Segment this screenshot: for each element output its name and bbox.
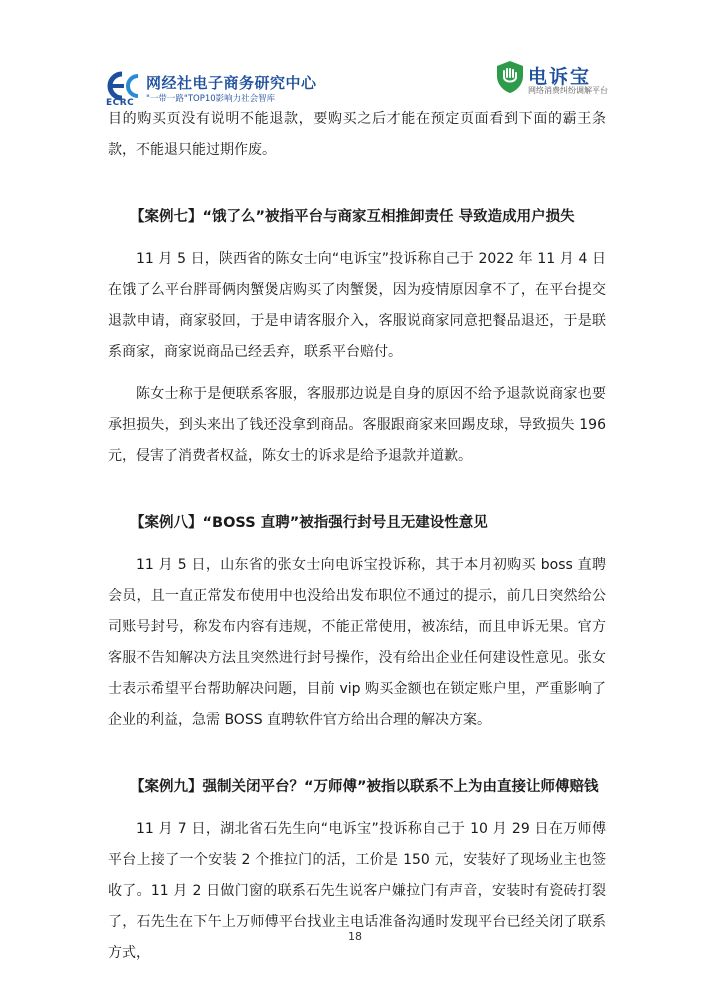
case-9-title: 【案例九】强制关闭平台？“万师傅”被指以联系不上为由直接让师傅赔钱	[130, 779, 599, 795]
case-8-title: 【案例八】“BOSS 直聘”被指强行封号且无建设性意见	[130, 515, 488, 531]
intro-paragraph: 目的购买页没有说明不能退款，要购买之后才能在预定页面看到下面的霸王条款，不能退只能过期作废。	[108, 111, 606, 158]
case-7-paragraph-1: 11 月 5 日，陕西省的陈女士向“电诉宝”投诉称自己于 2022 年 11 月 4 日在饿了么平台胖哥俩肉蟹煲店购买了肉蟹煲，因为疫情原因拿不了，在平台提交退款申请，商家驳回，于是申请客服介入，客服说商家同意把餐品退还，于是联系商家，商家说商品已经丢弃，联系平台赔付。	[108, 251, 606, 360]
case-9-paragraph-1: 11 月 7 日，湖北省石先生向“电诉宝”投诉称自己于 10 月 29 日在万师傅平台上接了一个安装 2 个推拉门的活，工价是 150 元，安装好了现场业主也签收了。11 月 2 日做门窗的联系石先生说客户嫌拉门有声音，安装时有瓷砖打裂了，石先生在下午上万师傅平台找业主电话准备沟通时发现平台已经关闭了联系方式，	[108, 821, 606, 961]
org-name: 网经社电子商务研究中心	[146, 74, 317, 92]
shield-icon	[496, 60, 524, 94]
case-7-title: 【案例七】“饿了么”被指平台与商家互相推卸责任 导致造成用户损失	[130, 209, 575, 225]
page-header	[0, 0, 710, 110]
case-8-paragraph-1: 11 月 5 日，山东省的张女士向电诉宝投诉称，其于本月初购买 boss 直聘会员，且一直正常发布使用中也没给出发布职位不通过的提示，前几日突然给公司账号封号，称发布内容有违规，不能正常使用，被冻结，而且申诉无果。官方客服不告知解决方法且突然进行封号操作，没有给出企业任何建设性意见。张女士表示希望平台帮助解决问题，目前 vip 购买金额也在锁定账户里，严重影响了企业的利益，急需 BOSS 直聘软件官方给出合理的解决方案。	[108, 557, 606, 728]
dianshubao-logo	[496, 60, 616, 104]
document-body	[108, 104, 606, 969]
brand-tagline: 网络消费纠纷调解平台	[528, 86, 608, 95]
org-tagline: "一带一路"TOP10影响力社会智库	[146, 94, 276, 104]
brand-name: 电诉宝	[528, 66, 592, 88]
page-number: 18	[348, 930, 362, 943]
ecrc-abbr: ECRC	[106, 98, 135, 108]
case-7-paragraph-2: 陈女士称于是便联系客服，客服那边说是自身的原因不给予退款说商家也要承担损失，到头来出了钱还没拿到商品。客服跟商家来回踢皮球，导致损失 196 元，侵害了消费者权益，陈女士的诉求是给予退款并道歉。	[108, 386, 606, 464]
